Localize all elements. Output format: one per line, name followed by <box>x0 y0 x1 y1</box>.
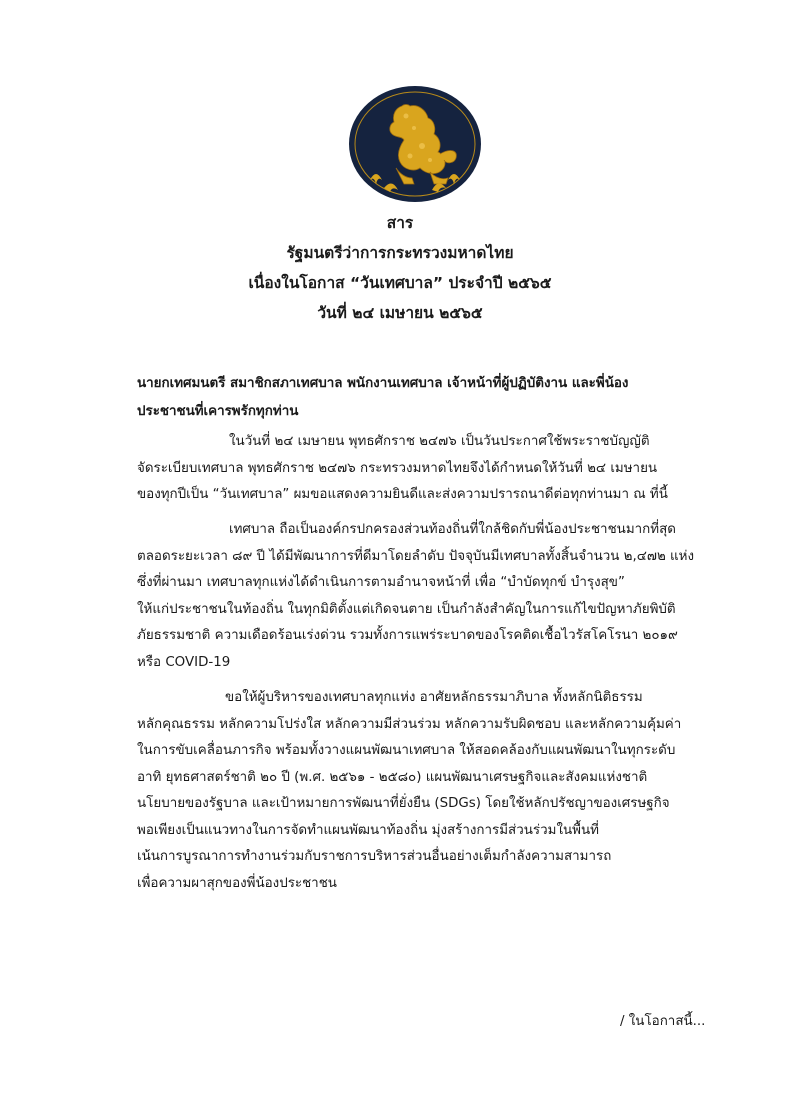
title-message: สาร <box>386 214 414 232</box>
paragraph-line: นโยบายของรัฐบาล และเป้าหมายการพัฒนาที่ยั่งยืน (SDGs) โดยใช้หลักปรัชญาของเศรษฐกิจ <box>137 796 670 811</box>
paragraph-line: เพื่อความผาสุกของพี่น้องประชาชน <box>137 875 337 891</box>
paragraph-line: ให้แก่ประชาชนในท้องถิ่น ในทุกมิติตั้งแต่เกิดจนตาย เป็นกำลังสำคัญในการแก้ไขปัญหาภัยพิบัติ <box>137 601 676 617</box>
page-continuation-marker: / ในโอกาสนี้... <box>620 1014 706 1029</box>
paragraph-municipality-role <box>137 517 737 676</box>
paragraph-line: ในการขับเคลื่อนภารกิจ พร้อมทั้งวางแผนพัฒนาเทศบาล ให้สอดคล้องกับแผนพัฒนาในทุกระดับ <box>137 743 676 758</box>
paragraph-line: ขอให้ผู้บริหารของเทศบาลทุกแห่ง อาศัยหลักธรรมาภิบาล ทั้งหลักนิติธรรม <box>225 690 643 705</box>
paragraph-line: จัดระเบียบเทศบาล พุทธศักราช ๒๔๗๖ กระทรวงมหาดไทยจึงได้กำหนดให้วันที่ ๒๔ เมษายน <box>137 460 658 476</box>
salutation <box>137 370 737 426</box>
message-title-block <box>0 208 800 328</box>
paragraph-municipality-day <box>137 429 737 509</box>
paragraph-line: หรือ COVID-19 <box>137 654 231 670</box>
paragraph-line: เทศบาล ถือเป็นองค์กรปกครองส่วนท้องถิ่นที่ใกล้ชิดกับพี่น้องประชาชนมากที่สุด <box>229 522 676 537</box>
paragraph-line: พอเพียงเป็นแนวทางในการจัดทำแผนพัฒนาท้องถิ่น มุ่งสร้างการมีส่วนร่วมในพื้นที่ <box>137 822 599 838</box>
paragraph-line: เน้นการบูรณาการทำงานร่วมกับราชการบริหารส่วนอื่นอย่างเต็มกำลังความสามารถ <box>137 849 612 864</box>
ministry-of-interior-seal-icon <box>340 84 490 204</box>
paragraph-line: ตลอดระยะเวลา ๘๙ ปี ได้มีพัฒนาการที่ดีมาโดยลำดับ ปัจจุบันมีเทศบาลทั้งสิ้นจำนวน ๒,๔๗๒ แห่ง <box>137 548 695 564</box>
paragraph-governance <box>137 685 737 897</box>
title-minister: รัฐมนตรีว่าการกระทรวงมหาดไทย <box>286 244 514 262</box>
paragraph-line: ของทุกปีเป็น “วันเทศบาล” ผมขอแสดงความยินดีและส่งความปรารถนาดีต่อทุกท่านมา ณ ที่นี้ <box>137 487 668 502</box>
paragraph-line: ภัยธรรมชาติ ความเดือดร้อนเร่งด่วน รวมทั้งการแพร่ระบาดของโรคติดเชื้อไวรัสโคโรนา ๒๐๑๙ <box>137 628 678 643</box>
salutation-line: ประชาชนที่เคารพรักทุกท่าน <box>137 404 299 419</box>
paragraph-line: ซึ่งที่ผ่านมา เทศบาลทุกแห่งได้ดำเนินการตามอำนาจหน้าที่ เพื่อ “บำบัดทุกข์ บำรุงสุข” <box>137 575 625 590</box>
paragraph-line: หลักคุณธรรม หลักความโปร่งใส หลักความมีส่วนร่วม หลักความรับผิดชอบ และหลักความคุ้มค่า <box>137 716 682 732</box>
paragraph-line: อาทิ ยุทธศาสตร์ชาติ ๒๐ ปี (พ.ศ. ๒๕๖๑ - ๒๕๘๐) แผนพัฒนาเศรษฐกิจและสังคมแห่งชาติ <box>137 769 648 785</box>
salutation-line: นายกเทศมนตรี สมาชิกสภาเทศบาล พนักงานเทศบาล เจ้าหน้าที่ผู้ปฏิบัติงาน และพี่น้อง <box>137 376 629 391</box>
title-occasion: เนื่องในโอกาส “วันเทศบาล” ประจำปี ๒๕๖๕ <box>248 274 552 292</box>
paragraph-line: ในวันที่ ๒๔ เมษายน พุทธศักราช ๒๔๗๖ เป็นวันประกาศใช้พระราชบัญญัติ <box>229 434 650 449</box>
title-date: วันที่ ๒๔ เมษายน ๒๕๖๕ <box>317 304 483 322</box>
